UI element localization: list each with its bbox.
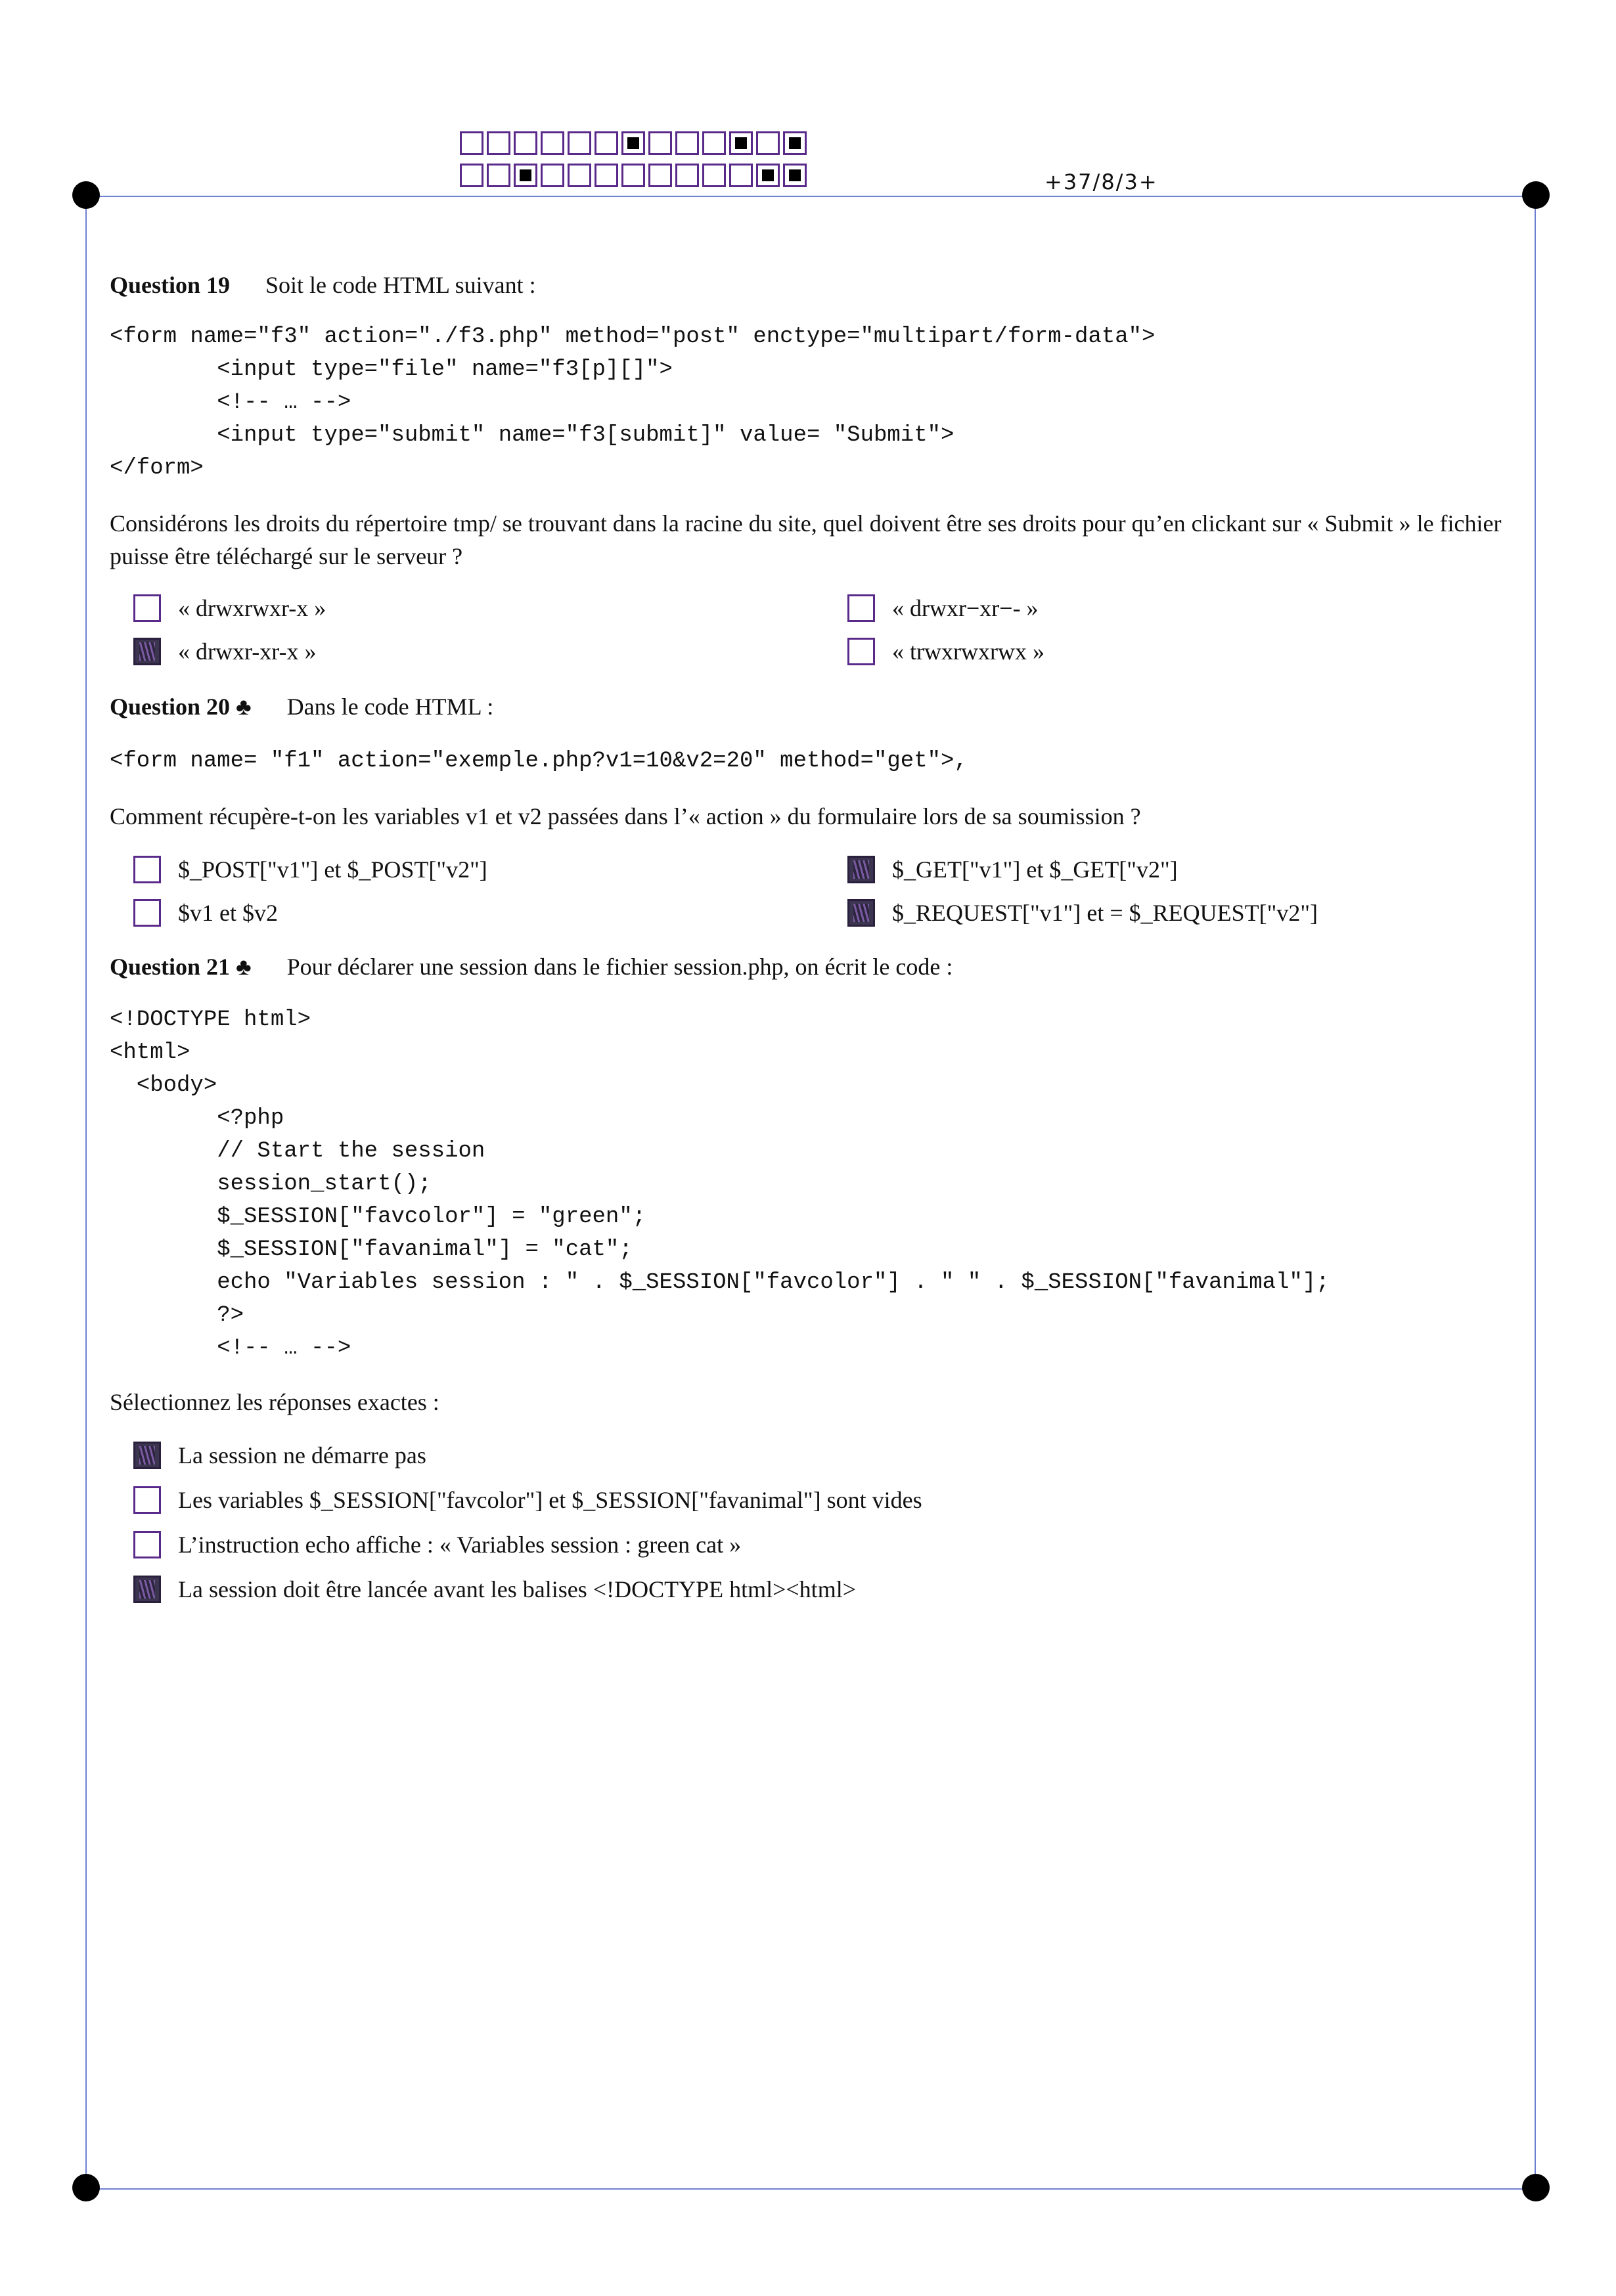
question-number: Question 19 — [110, 272, 231, 298]
question-prose: Considérons les droits du répertoire tmp/ se trouvant dans la racine du site, quel doivent être ses droits pour qu’en clickant sur « Submit » le fichier puisse être téléchargé sur le serveur ? — [110, 510, 1502, 569]
barcode-cell — [783, 131, 807, 155]
barcode-cell — [595, 164, 618, 187]
question-number: Question 20 ♣ — [110, 694, 252, 720]
answer-option[interactable] — [110, 634, 824, 669]
barcode-cell — [595, 131, 618, 155]
answer-label: $_POST["v1"] et $_POST["v2"] — [178, 856, 487, 883]
checkbox[interactable] — [847, 899, 875, 927]
question-text: Dans le code HTML : — [286, 694, 494, 720]
answer-label: « drwxrwxr-x » — [178, 595, 326, 621]
barcode-cell — [783, 164, 807, 187]
answer-option[interactable] — [110, 1572, 1522, 1606]
checkbox[interactable] — [133, 1576, 161, 1603]
answer-option[interactable] — [110, 896, 824, 930]
barcode-cell — [541, 131, 564, 155]
answer-label: La session ne démarre pas — [178, 1442, 426, 1468]
question-20-title — [110, 691, 1522, 722]
question-number: Question 21 ♣ — [110, 954, 252, 980]
answer-label: $v1 et $v2 — [178, 900, 278, 926]
answer-label: « drwxr−xr−- » — [892, 595, 1039, 621]
checkbox[interactable] — [133, 1486, 161, 1514]
answer-list-q21 — [110, 1438, 1522, 1606]
answer-option[interactable] — [824, 634, 1522, 669]
barcode-cell — [568, 131, 591, 155]
barcode-cell — [675, 164, 699, 187]
answer-option[interactable] — [110, 1438, 1522, 1472]
barcode-cell — [460, 131, 483, 155]
code-block: <!DOCTYPE html> <html> <body> <?php // Start the session session_start(); $_SESSION["favcolor"] = "green"; $_SESSION["favanimal"] = "cat"; echo "Variables session : " . $_SESSION["favcolor"] . " " . $_SESSION["favanimal"]; ?> <!-- … --> — [110, 1007, 1330, 1361]
barcode-cell — [514, 164, 537, 187]
question-21-title — [110, 951, 1522, 982]
code-block: <form name="f3" action="./f3.php" method="post" enctype="multipart/form-data"> <input type="file" name="f3[p][]"> <!-- … --> <input type="submit" name="f3[submit]" value= "Submit"> </form> — [110, 324, 1156, 481]
barcode-cell — [487, 164, 510, 187]
barcode-cell — [729, 164, 753, 187]
barcode-cell — [541, 164, 564, 187]
corner-mark-top-left — [72, 181, 100, 209]
answer-option[interactable] — [824, 591, 1522, 625]
question-text: Pour déclarer une session dans le fichier session.php, on écrit le code : — [286, 954, 953, 980]
checkbox[interactable] — [847, 638, 875, 665]
answer-option[interactable] — [110, 1528, 1522, 1562]
sheet-code: +37/8/3+ — [1044, 169, 1158, 194]
answer-list-q20 — [110, 852, 1522, 930]
answer-label: $_GET["v1"] et $_GET["v2"] — [892, 856, 1178, 883]
barcode-cell — [621, 164, 645, 187]
barcode-cell — [756, 131, 780, 155]
corner-mark-bottom-right — [1522, 2174, 1550, 2201]
answer-label: $_REQUEST["v1"] et = $_REQUEST["v2"] — [892, 900, 1318, 926]
checkbox[interactable] — [133, 856, 161, 883]
answer-option[interactable] — [110, 1483, 1522, 1517]
answer-list-q19 — [110, 591, 1522, 669]
checkbox[interactable] — [847, 856, 875, 883]
barcode-cell — [675, 131, 699, 155]
answer-label: « trwxrwxrwx » — [892, 638, 1044, 665]
barcode-cell — [648, 164, 672, 187]
barcode-cell — [702, 131, 726, 155]
answer-label: Les variables $_SESSION["favcolor"] et $_SESSION["favanimal"] sont vides — [178, 1487, 922, 1513]
barcode-cell — [460, 164, 483, 187]
barcode-cell — [514, 131, 537, 155]
answer-label: La session doit être lancée avant les balises <!DOCTYPE html><html> — [178, 1576, 856, 1602]
answer-label: « drwxr-xr-x » — [178, 638, 317, 665]
page-content — [110, 269, 1522, 1606]
checkbox[interactable] — [133, 899, 161, 927]
question-prose: Comment récupère-t-on les variables v1 et v2 passées dans l’« action » du formulaire lors de sa soumission ? — [110, 803, 1141, 829]
barcode-cell — [756, 164, 780, 187]
answer-option[interactable] — [824, 896, 1522, 930]
question-prose: Sélectionnez les réponses exactes : — [110, 1389, 439, 1415]
checkbox[interactable] — [133, 638, 161, 665]
answer-option[interactable] — [110, 591, 824, 625]
question-19-title — [110, 269, 1522, 301]
barcode-cell — [621, 131, 645, 155]
checkbox[interactable] — [133, 1531, 161, 1558]
corner-mark-bottom-left — [72, 2174, 100, 2201]
checkbox[interactable] — [847, 594, 875, 622]
code-block: <form name= "f1" action="exemple.php?v1=10&v2=20" method="get">, — [110, 749, 968, 774]
barcode-row-2 — [460, 164, 810, 187]
answer-option[interactable] — [110, 852, 824, 887]
checkbox[interactable] — [133, 594, 161, 622]
question-text: Soit le code HTML suivant : — [265, 272, 536, 298]
corner-mark-top-right — [1522, 181, 1550, 209]
barcode-cell — [487, 131, 510, 155]
checkbox[interactable] — [133, 1442, 161, 1469]
answer-label: L’instruction echo affiche : « Variables session : green cat » — [178, 1532, 742, 1558]
barcode-row-1 — [460, 131, 810, 155]
barcode-cell — [648, 131, 672, 155]
barcode-cell — [729, 131, 753, 155]
barcode-cell — [702, 164, 726, 187]
barcode-cell — [568, 164, 591, 187]
answer-option[interactable] — [824, 852, 1522, 887]
